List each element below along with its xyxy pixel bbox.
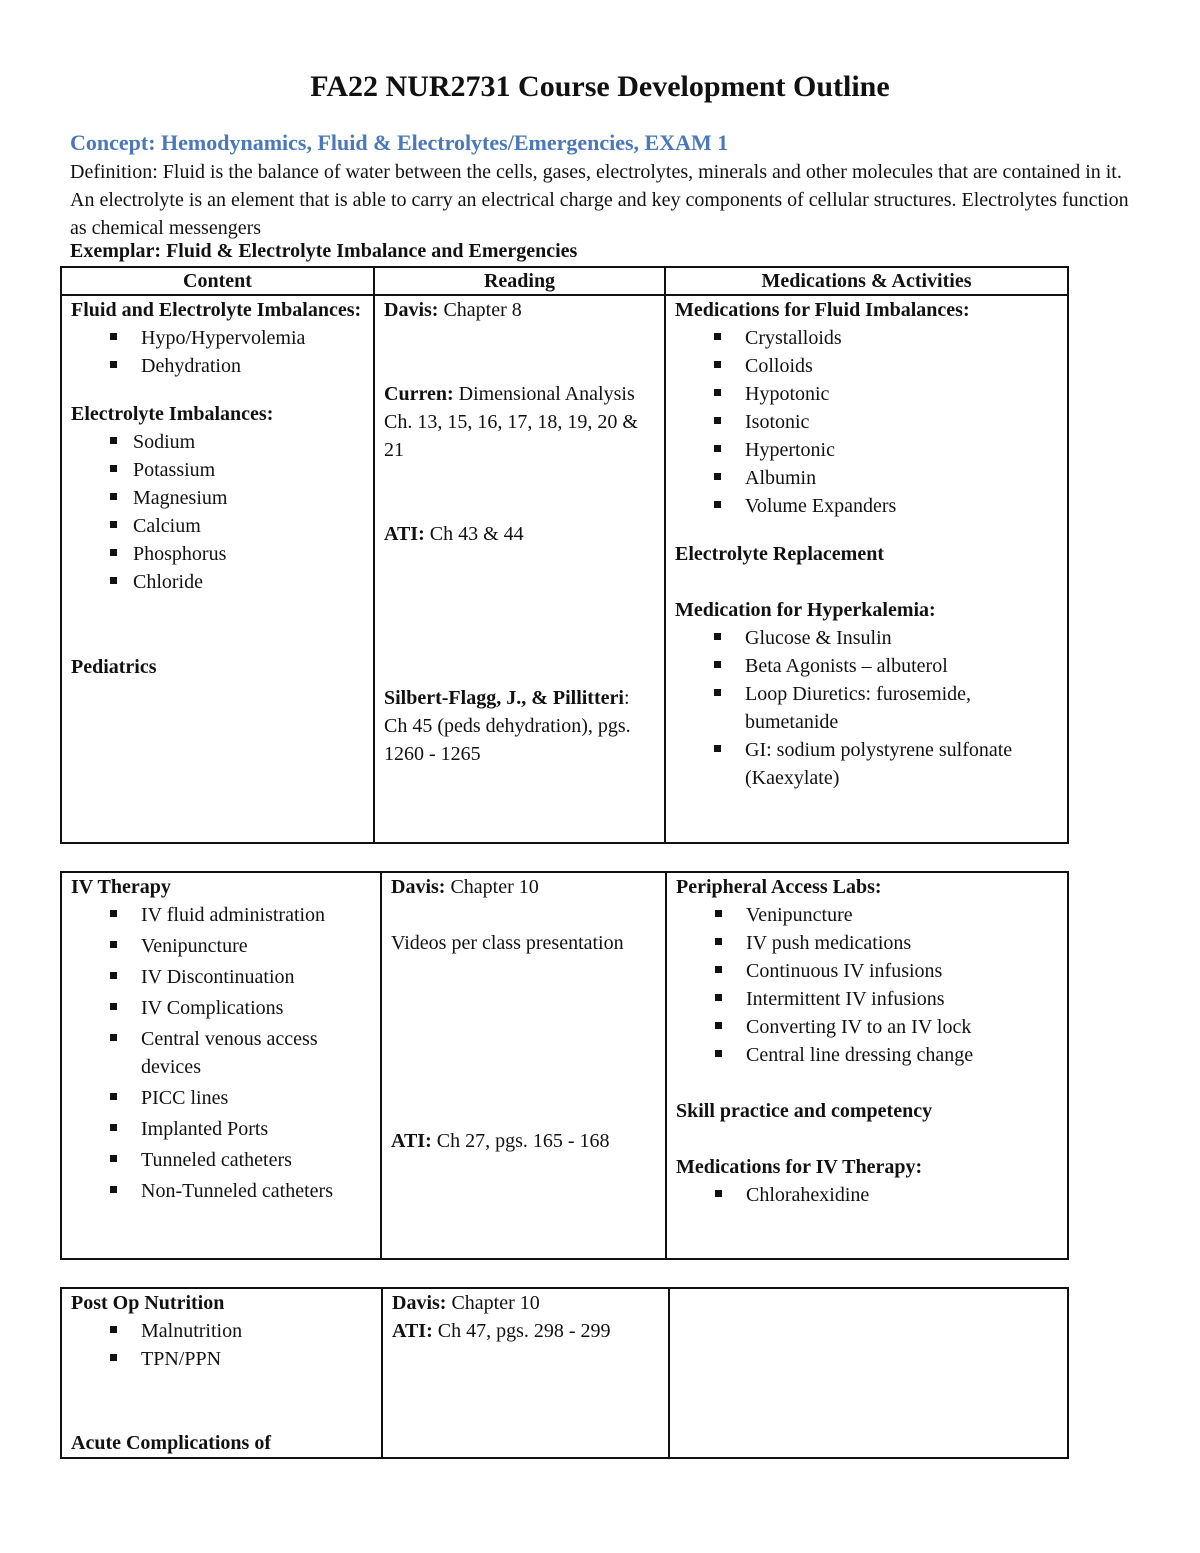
table-row <box>61 1288 1068 1458</box>
labs-list <box>676 901 1058 1069</box>
silbert-colon: : <box>623 687 630 709</box>
list-item: Calcium <box>71 512 364 540</box>
list-item: Volume Expanders <box>675 492 1058 520</box>
content-cell <box>61 295 374 843</box>
list-item: Tunneled catheters <box>71 1146 371 1174</box>
medications-cell <box>665 295 1068 843</box>
reading-cell <box>382 1288 669 1458</box>
table-header-row <box>61 267 1068 295</box>
list-item: Non-Tunneled catheters <box>71 1177 371 1205</box>
exemplar-heading: Exemplar: Fluid & Electrolyte Imbalance and Emergencies <box>70 240 578 262</box>
list-item: IV push medications <box>676 929 1058 957</box>
medications-cell <box>669 1288 1068 1458</box>
list-item: Intermittent IV infusions <box>676 985 1058 1013</box>
list-item: IV Discontinuation <box>71 963 371 991</box>
pediatrics-heading: Pediatrics <box>71 656 157 678</box>
table-row <box>61 872 1068 1259</box>
header-reading: Reading <box>374 267 665 295</box>
iv-meds-heading: Medications for IV Therapy: <box>676 1156 923 1178</box>
list-item: Chlorahexidine <box>676 1181 1058 1209</box>
fluid-meds-list <box>675 324 1058 520</box>
silbert-reading <box>384 684 655 712</box>
list-item: Albumin <box>675 464 1058 492</box>
list-item: Sodium <box>71 428 364 456</box>
videos-text: Videos per class presentation <box>391 932 624 954</box>
list-item: Loop Diuretics: furosemide, bumetanide <box>675 680 1058 736</box>
iv-meds-list <box>676 1181 1058 1209</box>
nutrition-heading: Post Op Nutrition <box>71 1292 225 1314</box>
fluid-heading: Fluid and Electrolyte Imbalances: <box>71 299 362 321</box>
list-item: Beta Agonists – albuterol <box>675 652 1058 680</box>
medications-cell <box>666 872 1068 1259</box>
list-item: IV Complications <box>71 994 371 1022</box>
reading-cell <box>374 295 665 843</box>
list-item: Venipuncture <box>71 932 371 960</box>
electrolyte-list <box>71 428 364 596</box>
ati-label: ATI: <box>391 1130 432 1152</box>
header-content: Content <box>61 267 374 295</box>
list-item: Hypertonic <box>675 436 1058 464</box>
ati-label: ATI: <box>384 523 425 545</box>
table-row <box>61 295 1068 843</box>
content-cell <box>61 872 381 1259</box>
list-item: TPN/PPN <box>71 1345 372 1373</box>
nutrition-list <box>71 1317 372 1373</box>
hyperkalemia-list <box>675 624 1058 792</box>
ati-text: Ch 43 & 44 <box>424 523 524 545</box>
ati-reading <box>384 520 655 548</box>
header-medications: Medications & Activities <box>665 267 1068 295</box>
reading-cell <box>381 872 666 1259</box>
davis-text: Chapter 10 <box>445 876 539 898</box>
davis-text: Chapter 10 <box>446 1292 540 1314</box>
curren-text: Dimensional Analysis Ch. 13, 15, 16, 17, 18, 19, 20 & 21 <box>384 383 638 461</box>
hyperkalemia-heading: Medication for Hyperkalemia: <box>675 599 936 621</box>
list-item: Potassium <box>71 456 364 484</box>
content-cell <box>61 1288 382 1458</box>
page-title: FA22 NUR2731 Course Development Outline <box>310 70 890 103</box>
definition-text: Definition: Fluid is the balance of water between the cells, gases, electrolytes, minerals and other molecules that are contained in it. An electrolyte is an element that is able to carry an electrical charge and key components of cellular structures. Electrolytes function as chemical messengers <box>70 161 1129 239</box>
curren-reading <box>384 380 655 464</box>
davis-reading <box>392 1289 659 1317</box>
ati-reading <box>391 1127 656 1155</box>
silbert-label: Silbert-Flagg, J., & Pillitteri <box>384 687 624 709</box>
list-item: GI: sodium polystyrene sulfonate (Kaexylate) <box>675 736 1058 792</box>
table-post-op-nutrition <box>60 1287 1069 1459</box>
list-item: Phosphorus <box>71 540 364 568</box>
davis-reading <box>391 873 656 901</box>
list-item: Chloride <box>71 568 364 596</box>
davis-label: Davis: <box>384 299 439 321</box>
list-item: Implanted Ports <box>71 1115 371 1143</box>
davis-reading <box>384 296 655 324</box>
list-item: Magnesium <box>71 484 364 512</box>
electrolyte-heading: Electrolyte Imbalances: <box>71 403 274 425</box>
list-item: IV fluid administration <box>71 901 371 929</box>
list-item: Isotonic <box>675 408 1058 436</box>
ati-text: Ch 47, pgs. 298 - 299 <box>432 1320 611 1342</box>
list-item: Hypo/Hypervolemia <box>71 324 364 352</box>
list-item: Crystalloids <box>675 324 1058 352</box>
list-item: Central venous access devices <box>71 1025 371 1081</box>
list-item: Venipuncture <box>676 901 1058 929</box>
davis-label: Davis: <box>391 876 446 898</box>
davis-text: Chapter 8 <box>438 299 522 321</box>
list-item: Continuous IV infusions <box>676 957 1058 985</box>
list-item: Malnutrition <box>71 1317 372 1345</box>
list-item: Glucose & Insulin <box>675 624 1058 652</box>
ati-text: Ch 27, pgs. 165 - 168 <box>431 1130 610 1152</box>
iv-list <box>71 901 371 1205</box>
list-item: Hypotonic <box>675 380 1058 408</box>
ati-label: ATI: <box>392 1320 433 1342</box>
skill-heading: Skill practice and competency <box>676 1100 933 1122</box>
list-item: Colloids <box>675 352 1058 380</box>
list-item: Converting IV to an IV lock <box>676 1013 1058 1041</box>
list-item: PICC lines <box>71 1084 371 1112</box>
fluid-meds-heading: Medications for Fluid Imbalances: <box>675 299 970 321</box>
curren-label: Curren: <box>384 383 454 405</box>
ati-reading <box>392 1317 659 1345</box>
concept-heading: Concept: Hemodynamics, Fluid & Electrolytes/Emergencies, EXAM 1 <box>70 130 729 155</box>
table-iv-therapy <box>60 871 1069 1260</box>
labs-heading: Peripheral Access Labs: <box>676 876 882 898</box>
davis-label: Davis: <box>392 1292 447 1314</box>
iv-heading: IV Therapy <box>71 876 171 898</box>
acute-complications-heading: Acute Complications of <box>71 1432 271 1454</box>
fluid-list <box>71 324 364 380</box>
list-item: Central line dressing change <box>676 1041 1058 1069</box>
silbert-text: Ch 45 (peds dehydration), pgs. 1260 - 1265 <box>384 715 631 765</box>
list-item: Dehydration <box>71 352 364 380</box>
table-fluid-electrolytes <box>60 266 1069 844</box>
electrolyte-replacement: Electrolyte Replacement <box>675 543 884 565</box>
